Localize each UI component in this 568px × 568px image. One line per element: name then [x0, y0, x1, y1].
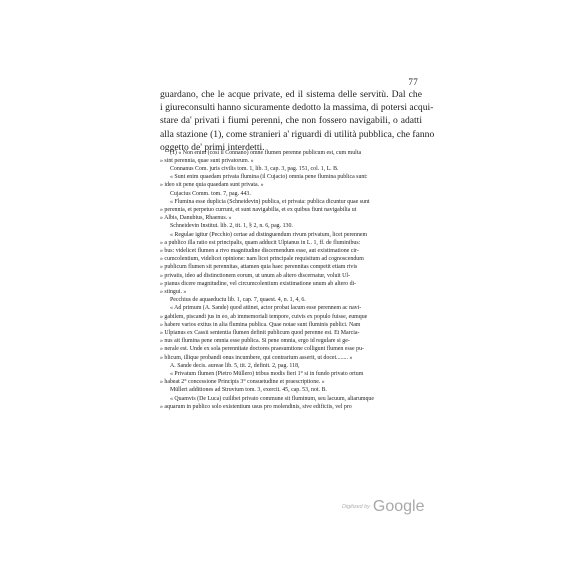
footnote-line: « Privatum flumen (Pietro Müllero) tribus modis fieri 1° si in fundo privato ortum — [170, 370, 364, 377]
footnote-line: » habere varios exitus in alia flumina publica. Quae notae sunt fluminis publici. Nam — [160, 321, 361, 328]
footnote-line: Schneidevin Institut. lib. 2, tit. 1, § 2, n. 6, pag. 130. — [170, 223, 293, 230]
footnote-line: « Sunt enim quaedam privata flumina (il Cujacio) omnia pene flumina publica sunt: — [170, 174, 368, 181]
footnote-line: » aquarum in publico solo existentium usus pro molendinis, sive edificiis, vel pro — [160, 403, 352, 410]
footnote-line: « Quamvis (De Luca) cuilibet privato commune sit fluminum, seu lacuum, aliarumque — [170, 395, 374, 402]
footnote-line: » bus: videlicet flumen a rivo magnitudine discernendum esse, aut existimatione cir- — [160, 247, 359, 254]
google-logo: Google — [372, 498, 425, 515]
page-number: 77 — [408, 77, 418, 87]
main-text-line: stare da' privati i fiumi perenni, che non fossero navigabili, o adatti — [160, 115, 422, 127]
footnote-line: » privatis, ideo ad distinctionem eorum, ut unum ab altero discernatur, voluit Ul- — [160, 272, 351, 279]
main-text-line: oggetto de' primi interdetti. — [160, 141, 265, 153]
footnote-block — [160, 149, 422, 412]
main-text-block — [160, 88, 435, 154]
footnote-line: « Flumina esse duplicia (Schneidevin) publica, et privata: publica dicuntur quae sunt — [170, 198, 370, 205]
footnote-line: Connanus Com. juris civilis tom. 1, lib. 3, cap. 3, pag. 151, col. 1, L. B. — [170, 165, 339, 172]
footnote-line: » stingui. » — [160, 288, 187, 295]
footnote-line: » nus ait flumina pene omnia esse publica. Si pene omnia, ergo id regulare si ge- — [160, 338, 350, 345]
main-text-line: alla stazione (1), come stranieri a' riguardi di utilità pubblica, che fanno — [160, 128, 435, 140]
footnote-line: » habeat 2° concessione Principis 3° consuetudine et praescriptione. » — [160, 379, 325, 386]
footnote-line: « Regulae igitur (Pecchio) certae ad distinguendum rivum privatum, licet perennem — [170, 231, 368, 238]
footnote-line: » nerale est. Unde ex sola perennitate doctores praesumtione colligunt flumen esse pu- — [160, 346, 364, 353]
digitized-by-google-watermark — [342, 497, 432, 517]
footnote-line: (1) « Non enim (così il Connano) omne flumen perenne publicum est, cum multa — [170, 149, 362, 156]
footnote-line: » ideo sit pene quia quaedam sunt privata. » — [160, 182, 264, 189]
footnote-line: Pecchius de aquaeductu lib. 1, cap. 7, quaest. 4, n. 1, 4, 6. — [170, 297, 306, 304]
footnote-line: » a publico illa ratio est principalis, quam adducit Ulpianus in L. 1, ff. de fluminibus: — [160, 239, 361, 246]
footnote-line: Mülleri additiones ad Struvium tom. 3, exercit. 45, cap. 53, not. B. — [170, 387, 327, 394]
footnote-line: » blicum, illique probandi onus incumbere, qui contrarium asserit, ut docet........ » — [160, 354, 353, 361]
footnote-line: » gabilem, piscandi jus in eo, ab immemoriali tempore, cuivis ex populo fuisse, eumque — [160, 313, 368, 320]
footnote-line: » Albis, Danubius, Rhaenus. » — [160, 215, 232, 222]
footnote-line: Cujacius Comm. tom. 7, pag. 443. — [170, 190, 251, 197]
footnote-line: » pianus dicere magnitudine, vel circumcolentium existimatione unum ab altero di- — [160, 280, 357, 287]
footnote-line: » Ulpianus ex Cassii sententia flumen definit publicum quod perenne est. Et Marcia- — [160, 329, 360, 336]
main-text-line: guardano, che le acque private, ed il sistema delle servitù. Dal che — [160, 89, 422, 100]
footnote-line: » publicum flumen sit perennitas, attamen quia haec perennitas competit etiam rivis — [160, 264, 358, 271]
main-text-line: i giureconsulti hanno sicuramente dedotto la massima, di potersi acqui- — [160, 102, 434, 114]
footnote-line: » sint perennia, quae sunt privatorum. » — [160, 157, 254, 164]
footnote-line: A. Sande decis. aureae lib. 5, tit. 2, definit. 2, pag. 118, — [170, 362, 300, 369]
footnote-line: » perennia, et perpetuo currunt, et sunt navigabilia, et ex quibus fiunt navigabilia ut — [160, 206, 357, 213]
footnote-line: » cumcolentium, videlicet opinione: nam licet principale requisitum ad cognoscendum — [160, 256, 364, 263]
footnote-line: « Ad primum (A. Sande) quod attinet, actor probat lacum esse perennem ac navi- — [170, 305, 362, 312]
watermark-prefix: Digitized by — [342, 504, 370, 510]
